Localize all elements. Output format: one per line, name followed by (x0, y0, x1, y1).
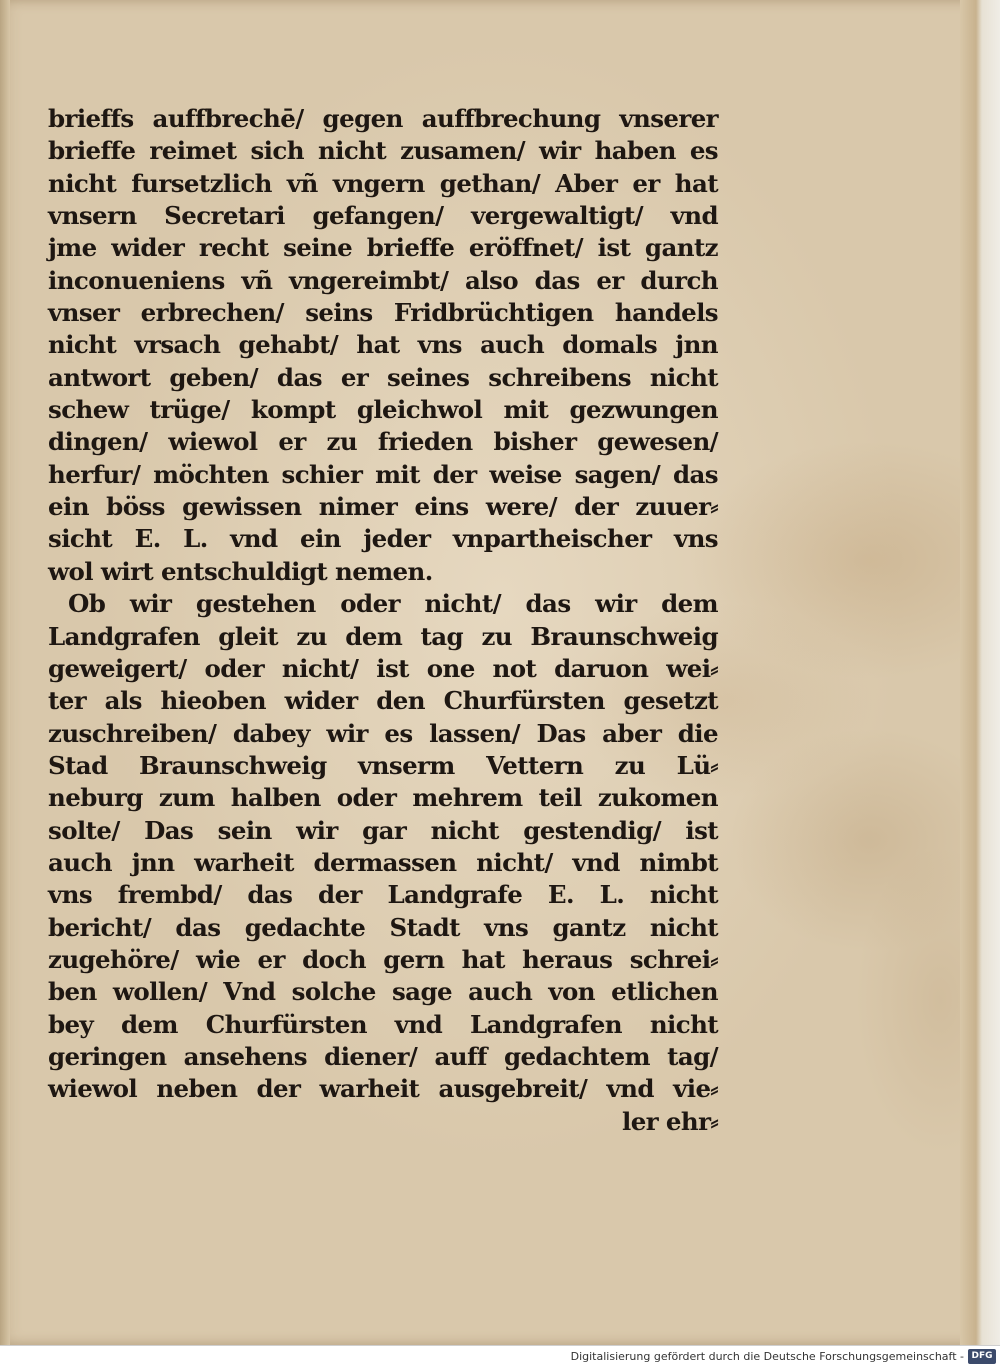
text-line: bey dem Churfürsten vnd Landgrafen nicht (48, 1009, 718, 1039)
text-line: neburg zum halben oder mehrem teil zukomen (48, 783, 718, 813)
text-line: Stad Braunschweig vnserm Vettern zu Lü⸗ (48, 750, 718, 780)
text-line: vns frembd/ das der Landgrafe E. L. nicht (48, 880, 718, 910)
text-line: geringen ansehens diener/ auff gedachtem tag/ (48, 1041, 718, 1071)
text-line: jme wider recht seine brieffe eröffnet/ ist gantz (48, 233, 718, 263)
text-line: antwort geben/ das er seines schreibens nicht (48, 362, 718, 392)
text-line: brieffs auffbrechē/ gegen auffbrechung vnserer (48, 104, 718, 133)
text-line: zuschreiben/ dabey wir es lassen/ Das aber die (48, 718, 718, 748)
text-line: vnser erbrechen/ seins Fridbrüchtigen handels (48, 298, 718, 328)
text-line: vnsern Secretari gefangen/ vergewaltigt/ vnd (48, 201, 718, 231)
page-text (48, 103, 718, 1138)
text-line: dingen/ wiewol er zu frieden bisher gewesen/ (48, 427, 718, 457)
text-line: Ob wir gestehen oder nicht/ das wir dem (68, 589, 718, 619)
text-line: zugehöre/ wie er doch gern hat heraus schrei⸗ (48, 944, 718, 974)
text-line: brieffe reimet sich nicht zusamen/ wir haben es (48, 136, 718, 166)
text-line: inconueniens vñ vngereimbt/ also das er durch (48, 265, 718, 295)
text-line: schew trüge/ kompt gleichwol mit gezwungen (48, 395, 718, 425)
footer-bar (0, 1345, 1000, 1367)
text-line: nicht fursetzlich vñ vngern gethan/ Aber er hat (48, 168, 718, 198)
text-line: wol wirt entschuldigt nemen. (48, 556, 433, 586)
text-line: auch jnn warheit dermassen nicht/ vnd nimbt (48, 847, 718, 877)
text-line: sicht E. L. vnd ein jeder vnpartheischer vns (48, 524, 718, 554)
dfg-logo: DFG (968, 1349, 996, 1364)
text-line: geweigert/ oder nicht/ ist one not daruon wei⸗ (48, 653, 718, 683)
text-line: wiewol neben der warheit ausgebreit/ vnd vie⸗ (48, 1074, 718, 1104)
text-line: nicht vrsach gehabt/ hat vns auch domals jnn (48, 330, 718, 360)
page-stack-edge (960, 0, 1000, 1345)
text-line: ein böss gewissen nimer eins were/ der zuuer⸗ (48, 492, 718, 522)
text-line: ben wollen/ Vnd solche sage auch von etlichen (48, 977, 718, 1007)
text-line: herfur/ möchten schier mit der weise sagen/ das (48, 459, 718, 489)
catchword: ler ehr⸗ (622, 1106, 718, 1136)
funding-credit: Digitalisierung gefördert durch die Deutsche Forschungsgemeinschaft - (570, 1350, 964, 1363)
text-line: ter als hieoben wider den Churfürsten gesetzt (48, 686, 718, 716)
text-line: bericht/ das gedachte Stadt vns gantz nicht (48, 912, 718, 942)
text-line: solte/ Das sein wir gar nicht gestendig/ ist (48, 815, 718, 845)
binding-edge (0, 0, 10, 1345)
text-line: Landgrafen gleit zu dem tag zu Braunschweig (48, 621, 718, 651)
